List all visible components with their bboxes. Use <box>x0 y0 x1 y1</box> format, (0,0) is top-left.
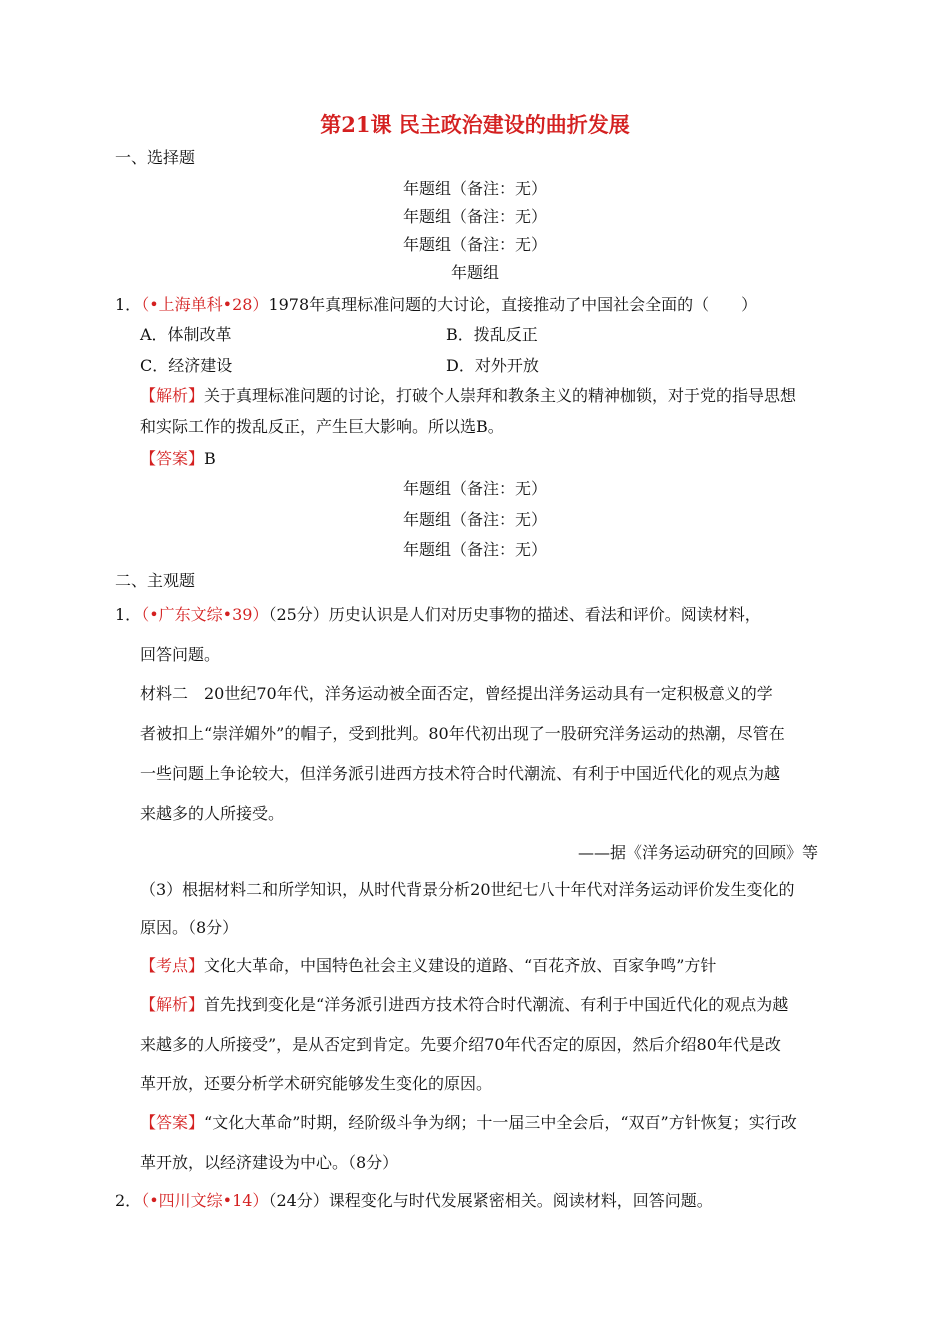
question-part-3: （3）根据材料二和所学知识，从时代背景分析20世纪七八十年代对洋务运动评价发生变化的 <box>140 880 795 899</box>
material-line: 者被扣上“崇洋媚外”的帽子，受到批判。80年代初出现了一股研究洋务运动的热潮，尽管在 <box>140 724 785 743</box>
year-group: 年题组 <box>450 263 499 282</box>
year-group-note: 年题组（备注：无） <box>402 235 547 254</box>
material-line: 材料二 20世纪70年代，洋务运动被全面否定，曾经提出洋务运动具有一定积极意义的学 <box>140 684 773 703</box>
question-source: （•广东文综•39） <box>141 605 269 624</box>
option-a: A．体制改革 <box>140 325 232 344</box>
question-part-3-cont: 原因。（8分） <box>140 918 239 937</box>
analysis-text: 和实际工作的拨乱反正，产生巨大影响。所以选B。 <box>140 417 504 436</box>
analysis-line <box>140 386 796 406</box>
question-number: 1． <box>115 295 142 314</box>
analysis-tag: 【解析】 <box>140 386 205 405</box>
answer-text: 革开放，以经济建设为中心。（8分） <box>140 1153 399 1172</box>
page-title: 第21课 民主政治建设的曲折发展 <box>320 112 630 137</box>
citation: ——据《洋务运动研究的回顾》等 <box>577 843 818 862</box>
option-c: C．经济建设 <box>140 356 233 375</box>
question-stem-cont: 回答问题。 <box>140 645 221 664</box>
analysis-text: 关于真理标准问题的讨论，打破个人崇拜和教条主义的精神枷锁，对于党的指导思想 <box>204 386 797 405</box>
question-stem: 1978年真理标准问题的大讨论，直接推动了中国社会全面的（ ） <box>268 295 758 314</box>
question-1 <box>115 295 757 315</box>
section-heading-choice: 一、选择题 <box>115 148 196 167</box>
analysis-text: 来越多的人所接受”，是从否定到肯定。先要介绍70年代否定的原因，然后介绍80年代是改 <box>140 1035 781 1054</box>
subjective-question-2 <box>115 1191 713 1211</box>
answer-text: “文化大革命”时期，经阶级斗争为纲；十一届三中全会后，“双百”方针恢复；实行改 <box>204 1113 797 1132</box>
analysis-line <box>140 995 788 1015</box>
section-heading-subjective: 二、主观题 <box>115 571 196 590</box>
analysis-tag: 【解析】 <box>140 995 205 1014</box>
question-source: （•四川文综•14） <box>141 1191 269 1210</box>
option-b: B．拨乱反正 <box>446 325 538 344</box>
answer-tag: 【答案】 <box>140 1113 205 1132</box>
answer-tag: 【答案】 <box>140 449 205 468</box>
subjective-question-1 <box>115 605 761 625</box>
material-line: 来越多的人所接受。 <box>140 804 285 823</box>
material-line: 一些问题上争论较大，但洋务派引进西方技术符合时代潮流、有利于中国近代化的观点为越 <box>140 764 781 783</box>
point-tag: 【考点】 <box>140 956 205 975</box>
year-group-note: 年题组（备注：无） <box>402 510 547 529</box>
answer-line <box>140 1113 797 1133</box>
analysis-text: 首先找到变化是“洋务派引进西方技术符合时代潮流、有利于中国近代化的观点为越 <box>204 995 789 1014</box>
option-d: D．对外开放 <box>446 356 539 375</box>
year-group-note: 年题组（备注：无） <box>402 540 547 559</box>
answer-text: B <box>204 449 216 468</box>
year-group-note: 年题组（备注：无） <box>402 479 547 498</box>
point-text: 文化大革命，中国特色社会主义建设的道路、“百花齐放、百家争鸣”方针 <box>204 956 717 975</box>
year-group-note: 年题组（备注：无） <box>402 207 547 226</box>
answer-line <box>140 449 216 469</box>
question-stem: （24分）课程变化与时代发展紧密相关。阅读材料，回答问题。 <box>268 1191 713 1210</box>
question-number: 1． <box>115 605 142 624</box>
question-source: （•上海单科•28） <box>141 295 269 314</box>
question-stem: （25分）历史认识是人们对历史事物的描述、看法和评价。阅读材料， <box>268 605 761 624</box>
question-number: 2． <box>115 1191 142 1210</box>
analysis-text: 革开放，还要分析学术研究能够发生变化的原因。 <box>140 1074 493 1093</box>
point-line <box>140 956 716 976</box>
year-group-note: 年题组（备注：无） <box>402 179 547 198</box>
